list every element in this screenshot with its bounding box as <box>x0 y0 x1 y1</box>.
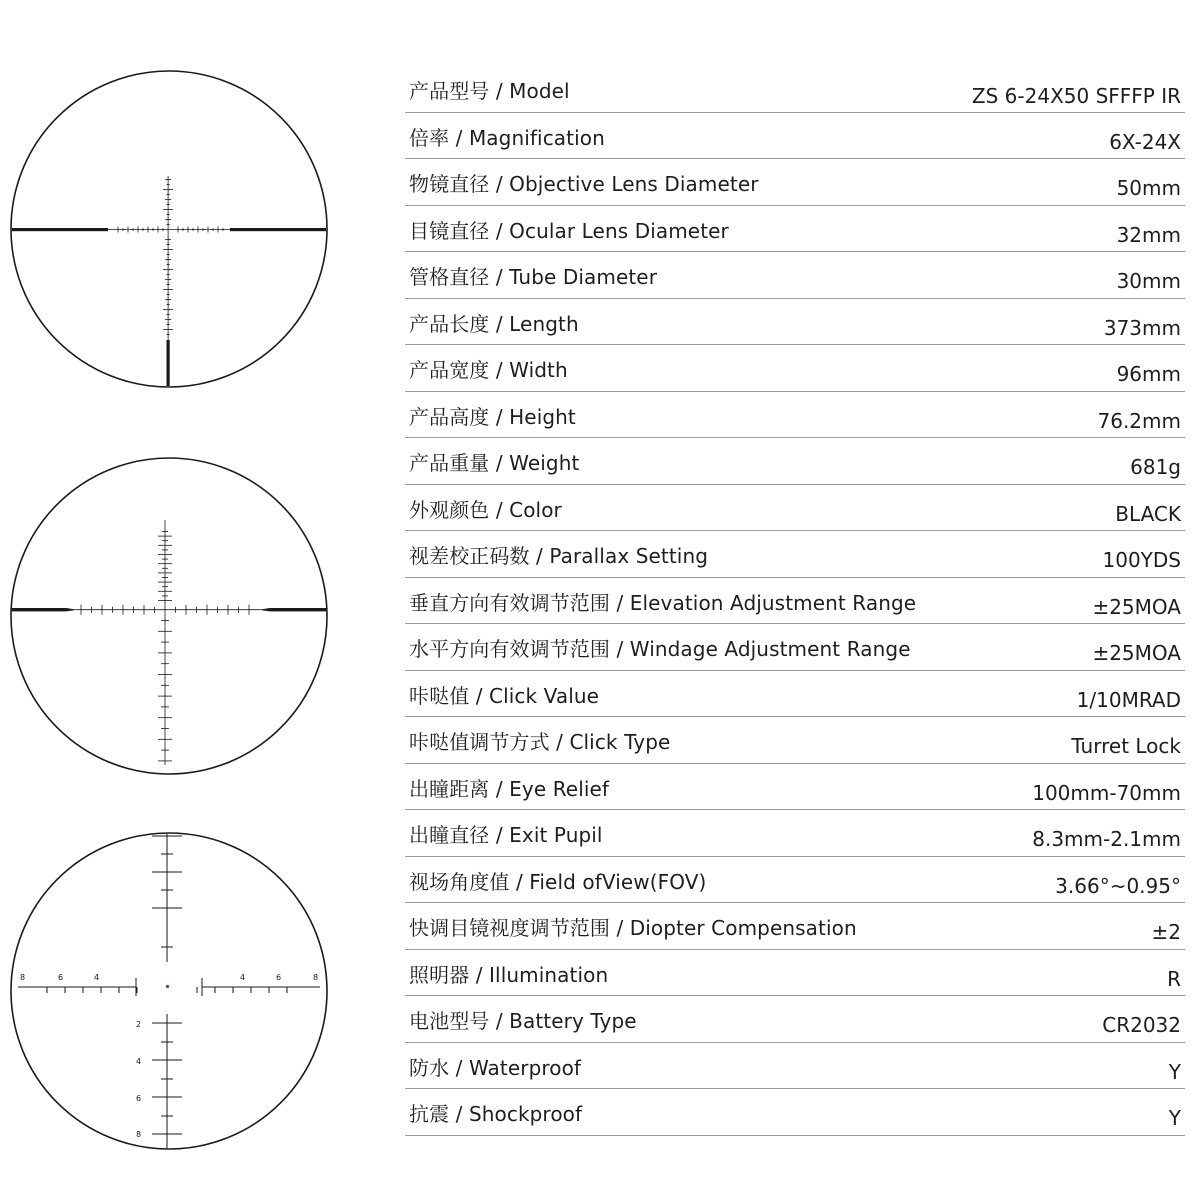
reticle-label: 4 <box>94 973 100 982</box>
reticle-label: 4 <box>240 973 246 982</box>
spec-value: 8.3mm-2.1mm <box>1032 827 1181 851</box>
spec-label: 照明器 / Illumination <box>409 962 609 987</box>
spec-row <box>405 1043 1185 1090</box>
spec-value: 681g <box>1130 455 1181 479</box>
reticle-label: 6 <box>136 1094 142 1103</box>
spec-row <box>405 438 1185 485</box>
spec-value: ±25MOA <box>1092 594 1181 619</box>
spec-value: 32mm <box>1116 222 1181 247</box>
spec-label: 出瞳距离 / Eye Relief <box>409 776 610 801</box>
spec-value: 373mm <box>1103 315 1181 340</box>
spec-label: 产品高度 / Height <box>409 404 576 429</box>
spec-value: 3.66°~0.95° <box>1055 873 1181 898</box>
spec-value: 6X-24X <box>1109 129 1181 154</box>
spec-label: 倍率 / Magnification <box>409 125 605 150</box>
spec-label: 咔哒值调节方式 / Click Type <box>409 730 671 754</box>
reticle-label: 8 <box>20 973 26 982</box>
spec-label: 防水 / Waterproof <box>409 1055 582 1080</box>
center-dot <box>166 985 169 988</box>
spec-value: Turret Lock <box>1071 734 1181 758</box>
reticle-column <box>0 0 340 1200</box>
spec-label: 管格直径 / Tube Diameter <box>409 265 658 289</box>
reticle-hash <box>8 455 330 777</box>
spec-row <box>405 810 1185 857</box>
spec-value: 1/10MRAD <box>1076 687 1181 712</box>
spec-row <box>405 950 1185 997</box>
spec-row <box>405 624 1185 671</box>
spec-row <box>405 903 1185 950</box>
spec-value: Y <box>1168 1106 1181 1130</box>
spec-row <box>405 252 1185 299</box>
spec-value: Y <box>1168 1059 1181 1084</box>
reticle-label: 8 <box>136 1130 142 1139</box>
reticle-label: 6 <box>276 973 282 982</box>
spec-label: 水平方向有效调节范围 / Windage Adjustment Range <box>409 637 911 661</box>
spec-row <box>405 159 1185 206</box>
spec-label: 视差校正码数 / Parallax Setting <box>409 544 709 568</box>
reticle-icon <box>8 455 330 777</box>
reticle-label: 2 <box>136 1020 142 1029</box>
spec-value: 76.2mm <box>1097 408 1181 433</box>
spec-label: 产品型号 / Model <box>409 79 570 103</box>
spec-label: 视场角度值 / Field ofView(FOV) <box>409 869 707 894</box>
spec-value: ZS 6-24X50 SFFFP IR <box>971 84 1181 108</box>
spec-value: ±2 <box>1151 920 1181 944</box>
spec-table <box>405 66 1185 1136</box>
spec-value: 96mm <box>1116 362 1181 386</box>
spec-row <box>405 206 1185 253</box>
spec-value: 100mm-70mm <box>1032 780 1181 805</box>
spec-value: 30mm <box>1116 269 1181 293</box>
spec-label: 垂直方向有效调节范围 / Elevation Adjustment Range <box>409 590 917 615</box>
reticle-label: 8 <box>313 973 319 982</box>
spec-row <box>405 717 1185 764</box>
spec-row <box>405 485 1185 532</box>
spec-label: 快调目镜视度调节范围 / Diopter Compensation <box>409 916 857 940</box>
spec-row <box>405 392 1185 439</box>
reticle-icon <box>8 830 330 1152</box>
spec-label: 咔哒值 / Click Value <box>409 683 600 708</box>
spec-label: 抗震 / Shockproof <box>409 1102 583 1126</box>
spec-label: 出瞳直径 / Exit Pupil <box>409 823 603 847</box>
reticle-label: 4 <box>136 1057 142 1066</box>
reticle-mil-dot <box>8 68 330 390</box>
reticle-icon <box>8 68 330 390</box>
spec-value: 50mm <box>1116 176 1181 200</box>
spec-label: 目镜直径 / Ocular Lens Diameter <box>409 218 729 243</box>
spec-label: 产品长度 / Length <box>409 311 579 336</box>
spec-value: ±25MOA <box>1092 641 1181 665</box>
spec-value: CR2032 <box>1102 1013 1181 1037</box>
spec-row <box>405 531 1185 578</box>
spec-row <box>405 857 1185 904</box>
spec-row <box>405 764 1185 811</box>
spec-value: R <box>1167 966 1181 991</box>
spec-row <box>405 578 1185 625</box>
spec-label: 产品宽度 / Width <box>409 358 568 382</box>
spec-row <box>405 345 1185 392</box>
spec-value: 100YDS <box>1102 548 1181 572</box>
spec-row <box>405 299 1185 346</box>
spec-label: 外观颜色 / Color <box>409 497 562 522</box>
spec-row <box>405 113 1185 160</box>
spec-value: BLACK <box>1115 501 1181 526</box>
reticle-label: 6 <box>58 973 64 982</box>
reticle-tree <box>8 830 330 1152</box>
spec-row <box>405 1089 1185 1136</box>
spec-row <box>405 996 1185 1043</box>
spec-row <box>405 66 1185 113</box>
spec-row <box>405 671 1185 718</box>
spec-label: 物镜直径 / Objective Lens Diameter <box>409 172 759 196</box>
spec-label: 产品重量 / Weight <box>409 451 580 475</box>
spec-label: 电池型号 / Battery Type <box>409 1009 637 1033</box>
